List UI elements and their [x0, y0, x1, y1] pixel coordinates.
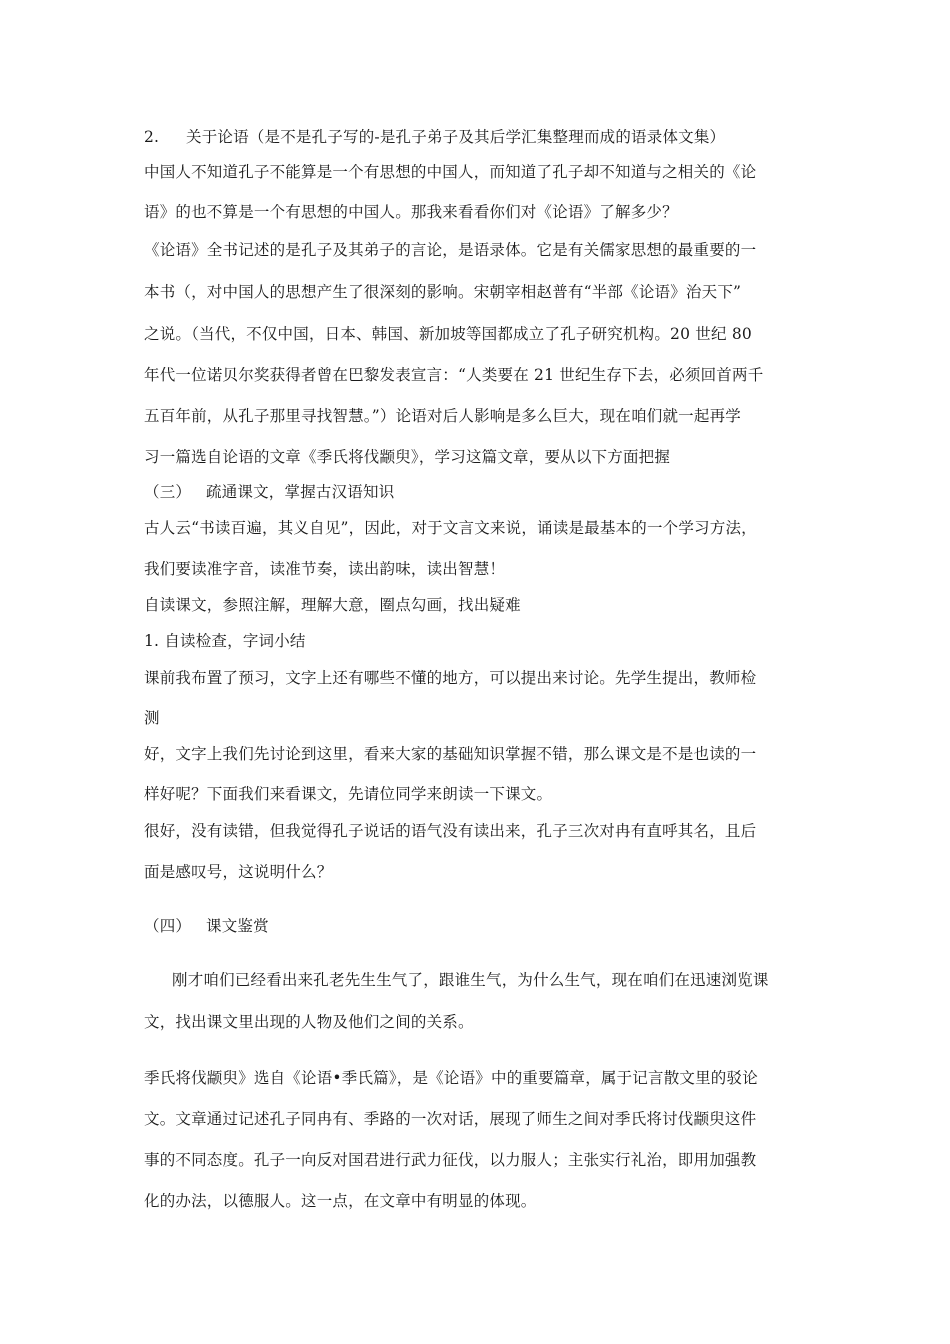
body-line: 文，找出课文里出现的人物及他们之间的关系。 — [144, 1013, 474, 1031]
body-line: 好，文字上我们先讨论到这里，看来大家的基础知识掌握不错，那么课文是不是也读的一 — [144, 745, 757, 763]
body-line: 化的办法，以德服人。这一点，在文章中有明显的体现。 — [144, 1192, 537, 1210]
body-line: 事的不同态度。孔子一向反对国君进行武力征伐，以力服人；主张实行礼治，即用加强教 — [144, 1151, 757, 1169]
body-line: 1. 自读检查，字词小结 — [144, 632, 306, 650]
body-line: 中国人不知道孔子不能算是一个有思想的中国人，而知道了孔子却不知道与之相关的《论 — [144, 163, 757, 181]
section-heading-three — [144, 482, 394, 502]
body-line: 我们要读准字音，读准节奏，读出韵味，读出智慧！ — [144, 560, 506, 578]
item-number: 2. — [144, 128, 160, 146]
body-line: 刚才咱们已经看出来孔老先生生气了，跟谁生气，为什么生气，现在咱们在迅速浏览课 — [172, 971, 769, 989]
body-line: 语》的也不算是一个有思想的中国人。那我来看看你们对《论语》了解多少？ — [144, 203, 678, 221]
body-line: 测 — [144, 709, 160, 727]
heading-text: 关于论语（是不是孔子写的-是孔子弟子及其后学汇集整理而成的语录体文集） — [186, 128, 726, 146]
body-line: 五百年前，从孔子那里寻找智慧。”）论语对后人影响是多么巨大，现在咱们就一起再学 — [144, 407, 741, 425]
body-line: 之说。（当代，不仅中国，日本、韩国、新加坡等国都成立了孔子研究机构。20 世纪 80 — [144, 325, 752, 343]
body-line: 样好呢？下面我们来看课文，先请位同学来朗读一下课文。 — [144, 785, 553, 803]
body-line: 自读课文，参照注解，理解大意，圈点勾画，找出疑难 — [144, 596, 521, 614]
body-line: 习一篇选自论语的文章《季氏将伐颛臾》，学习这篇文章，要从以下方面把握 — [144, 448, 671, 466]
section-number: （四） — [144, 917, 192, 935]
body-line: 季氏将伐颛臾》选自《论语•季氏篇》，是《论语》中的重要篇章，属于记言散文里的驳论 — [144, 1069, 758, 1087]
heading-text: 课文鉴赏 — [206, 917, 269, 935]
body-line: 很好，没有读错，但我觉得孔子说话的语气没有读出来，孔子三次对冉有直呼其名，且后 — [144, 822, 757, 840]
body-line: 面是感叹号，这说明什么？ — [144, 863, 333, 881]
section-number: （三） — [144, 483, 192, 501]
body-line: 课前我布置了预习，文字上还有哪些不懂的地方，可以提出来讨论。先学生提出，教师检 — [144, 669, 757, 687]
section-heading-about-lunyu — [144, 127, 725, 147]
section-heading-four — [144, 916, 269, 936]
body-line: 古人云“书读百遍，其义自见”，因此，对于文言文来说，诵读是最基本的一个学习方法， — [144, 519, 757, 537]
heading-text: 疏通课文，掌握古汉语知识 — [206, 483, 395, 501]
body-line: 本书（，对中国人的思想产生了很深刻的影响。宋朝宰相赵普有“半部《论语》治天下” — [144, 283, 742, 301]
body-line: 《论语》全书记述的是孔子及其弟子的言论，是语录体。它是有关儒家思想的最重要的一 — [144, 241, 757, 259]
body-line: 年代一位诺贝尔奖获得者曾在巴黎发表宣言：“人类要在 21 世纪生存下去，必须回首两千 — [144, 366, 764, 384]
body-line: 文。文章通过记述孔子同冉有、季路的一次对话，展现了师生之间对季氏将讨伐颛臾这件 — [144, 1110, 757, 1128]
